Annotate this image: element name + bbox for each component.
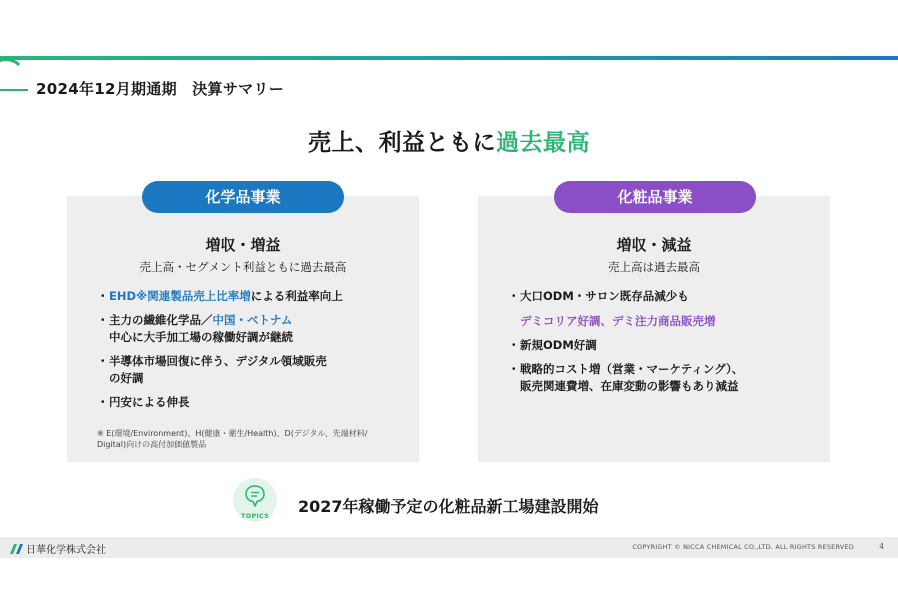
- chemical-bullet-3-line1: 半導体市場回復に伴う、デジタル領域販売: [109, 354, 327, 368]
- cosmetics-pill: 化粧品事業: [554, 181, 756, 213]
- slide: [0, 56, 898, 558]
- bullet-dot: ・: [508, 338, 520, 352]
- company-logo: [10, 541, 106, 556]
- chemical-bullet-2: [97, 312, 411, 346]
- headline-highlight: 過去最高: [496, 130, 590, 156]
- chemical-bullet-1: [97, 288, 411, 305]
- bullet-dot: ・: [97, 395, 109, 409]
- bullet-dot: ・: [508, 289, 520, 303]
- top-accent-bar: [0, 56, 898, 60]
- cosmetics-bullet-2: [508, 337, 822, 354]
- topics-label: TOPICS: [241, 512, 269, 520]
- cosmetics-status: 増収・減益: [616, 236, 692, 254]
- cosmetics-bullet-1-highlight: デミコリア好調、デミ注力商品販売増: [520, 314, 716, 328]
- footnote-line-1: ※ E(環境/Environment)、H(健康・衛生/Health)、D(デジタル、先端材料/: [97, 429, 368, 438]
- chemical-bullet-2-pre: 主力の繊維化学品／: [109, 313, 213, 327]
- cosmetics-panel: [478, 188, 830, 462]
- cosmetics-subtitle: 売上高は過去最高: [608, 260, 700, 274]
- bullet-dot: ・: [97, 289, 109, 303]
- company-name: 日華化学株式会社: [26, 545, 106, 556]
- chemical-bullet-1-highlight: EHD※関連製品売上比率増: [109, 289, 251, 303]
- chemical-bullet-list: [97, 288, 411, 418]
- slide-header-title: 2024年12月期通期 決算サマリー: [36, 80, 285, 98]
- company-logo-icon: [10, 544, 24, 554]
- copyright-text: COPYRIGHT © NICCA CHEMICAL CO.,LTD. ALL RIGHTS RESERVED: [632, 543, 854, 551]
- chemical-pill: 化学品事業: [142, 181, 344, 213]
- chemical-bullet-2-highlight: 中国・ベトナム: [212, 313, 293, 327]
- topics-text: 2027年稼働予定の化粧品新工場建設開始: [298, 497, 599, 516]
- chemical-bullet-2-line1: [109, 312, 411, 329]
- cosmetics-bullet-3-line2: 販売関連費増、在庫変動の影響もあり減益: [520, 379, 739, 393]
- chemical-bullet-1-text: による利益率向上: [250, 289, 343, 303]
- page-number: 4: [879, 542, 884, 551]
- footnote-line-2: Digital)向けの高付加価値製品: [97, 440, 207, 449]
- chemical-bullet-3-line2: の好調: [109, 371, 144, 385]
- footer: [0, 537, 898, 558]
- cosmetics-bullet-2-text: 新規ODM好調: [520, 338, 597, 352]
- headline: [0, 124, 898, 157]
- bullet-dot: ・: [97, 313, 109, 327]
- topics-badge: [233, 478, 277, 522]
- bullet-dot: ・: [97, 354, 109, 368]
- header-accent-line: [0, 89, 28, 91]
- chemical-status: 増収・増益: [205, 236, 281, 254]
- cosmetics-bullet-list: [508, 288, 822, 402]
- chemical-subtitle: 売上高・セグメント利益ともに過去最高: [139, 260, 347, 274]
- chemical-footnote: [97, 428, 367, 450]
- cosmetics-bullet-3-line1: 戦略的コスト増（営業・マーケティング）、: [520, 362, 744, 376]
- cosmetics-bullet-1: [508, 288, 822, 330]
- chemical-bullet-4: [97, 394, 411, 411]
- headline-prefix: 売上、利益ともに: [308, 130, 496, 156]
- chemical-bullet-3: [97, 353, 411, 387]
- bullet-dot: ・: [508, 362, 520, 376]
- chat-bubble-icon: [245, 485, 265, 509]
- cosmetics-bullet-3: [508, 361, 822, 395]
- chemical-bullet-4-text: 円安による伸長: [109, 395, 190, 409]
- corner-arc-decoration: [0, 58, 26, 98]
- cosmetics-bullet-1-line1: 大口ODM・サロン既存品減少も: [520, 289, 689, 303]
- chemical-bullet-2-line2: 中心に大手加工場の稼働好調が継続: [109, 330, 293, 344]
- chemical-panel: [67, 188, 419, 462]
